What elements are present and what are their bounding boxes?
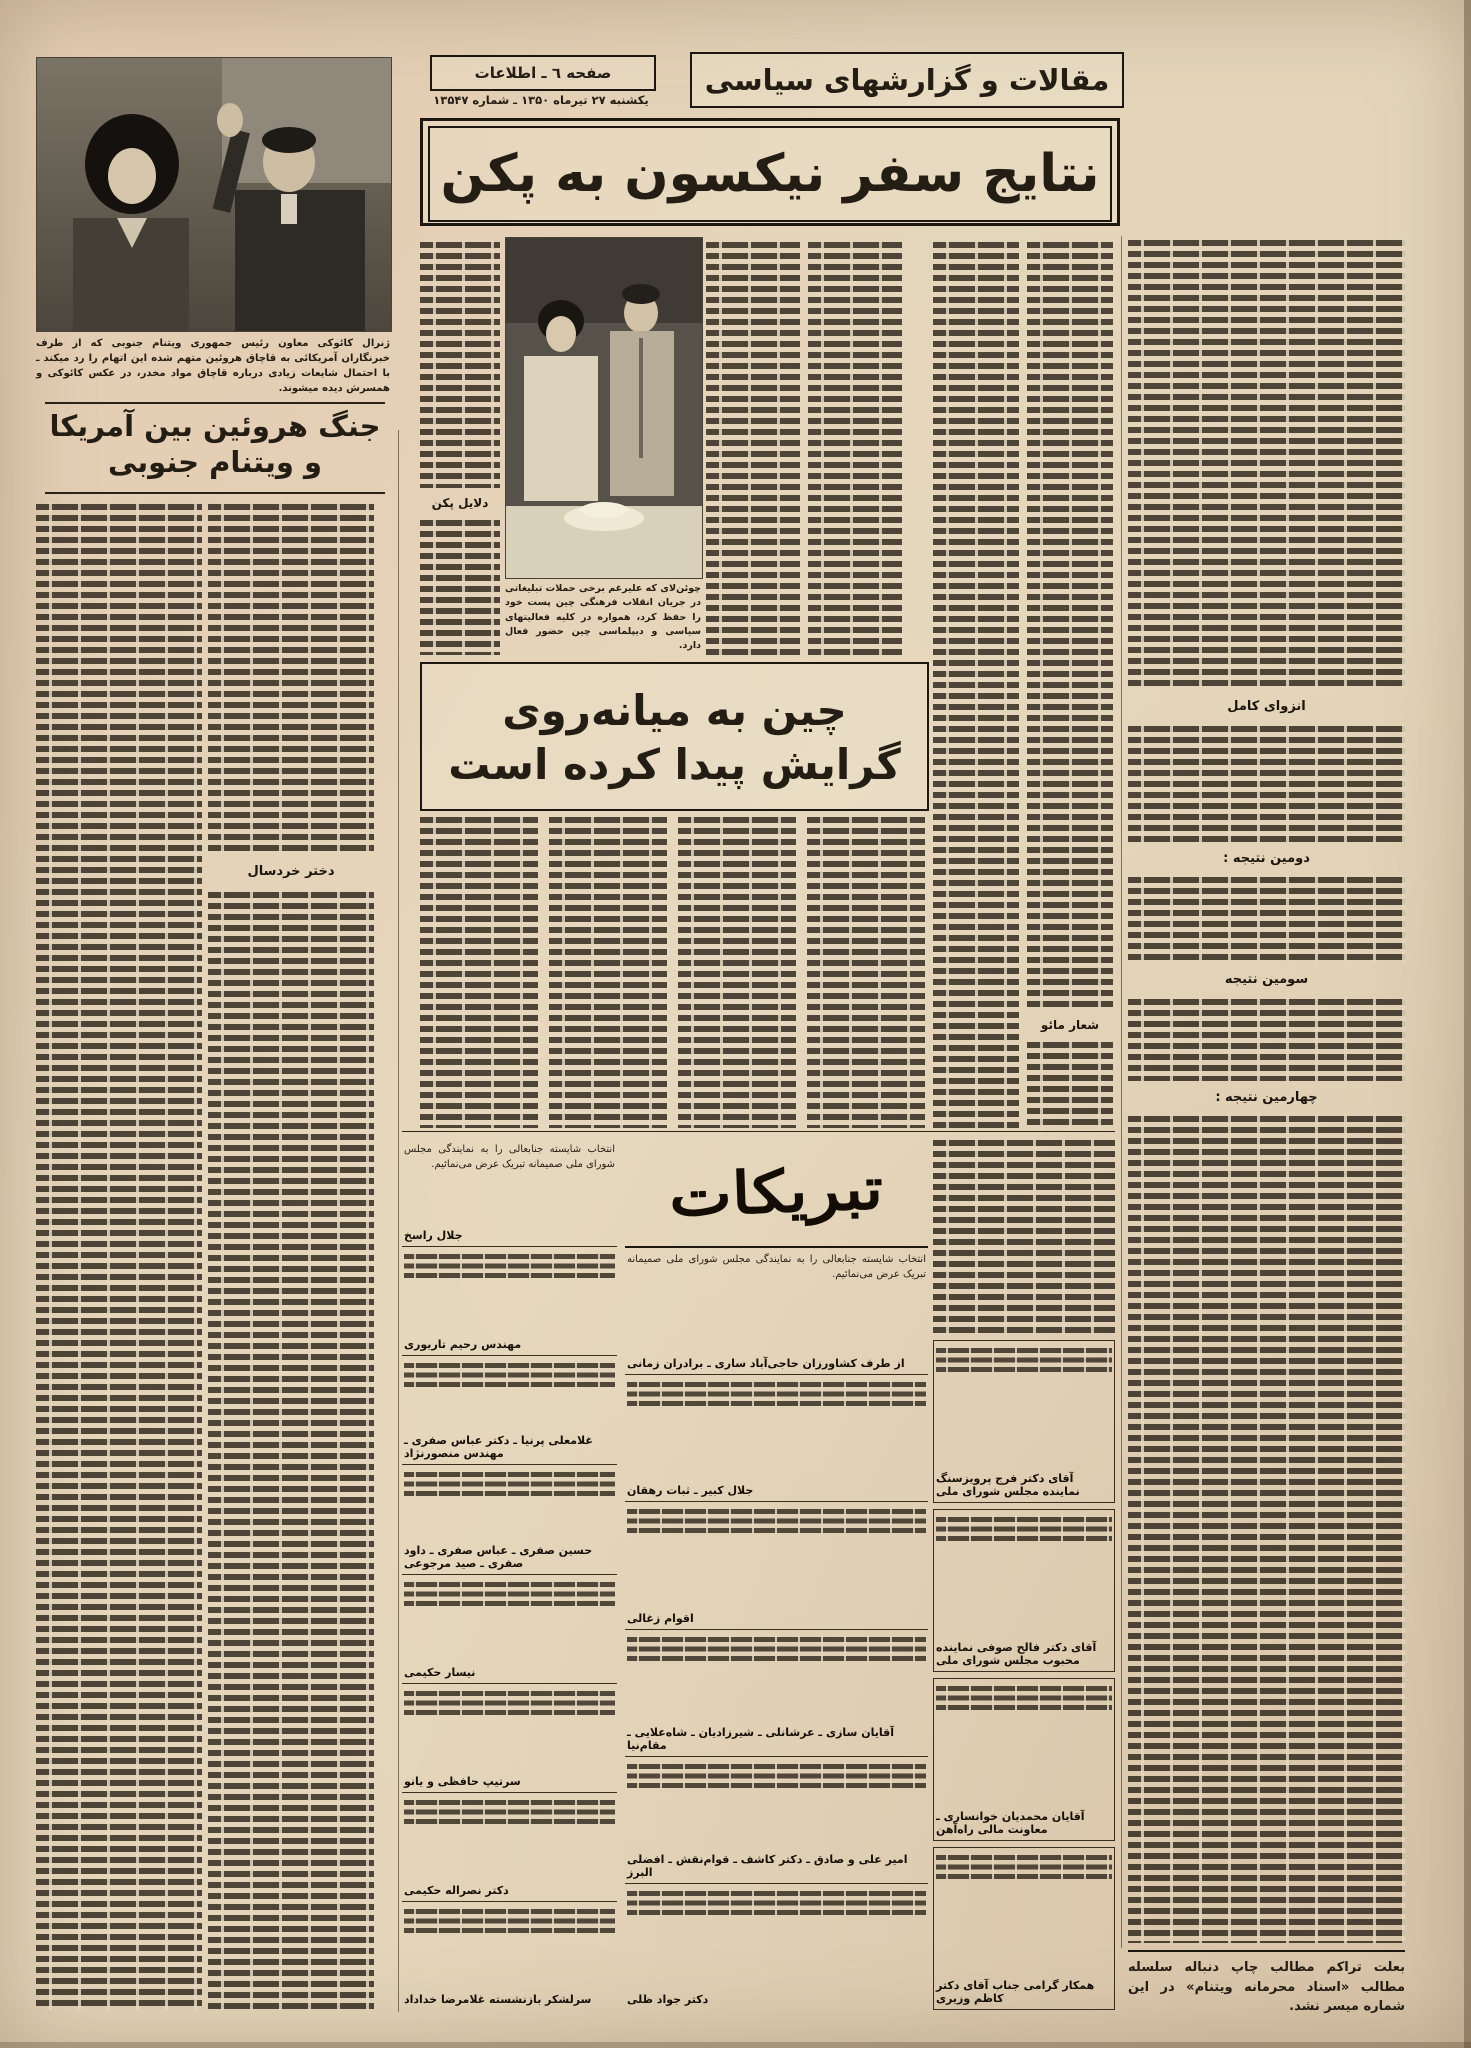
china-article-column-1: [420, 815, 538, 1128]
congrats-entry-name: سرلشکر بازنشسته غلامرضا خداداد: [404, 1993, 592, 2006]
text-block: [936, 1515, 1112, 1541]
photo-chou-en-lai: [505, 237, 703, 579]
footer-note: بعلت تراکم مطالب چاپ دنباله سلسله مطالب «اسناد محرمانه ویتنام» در این شماره میسر نشد.: [1128, 1950, 1405, 2010]
congrats-entry-name: آقایان سازی ـ عرشانلی ـ شیرزادیان ـ شاه‌علایی ـ مقام‌نیا: [627, 1725, 894, 1752]
left-article-column-2: [208, 502, 374, 2010]
congrats-entry-name: آقایان محمدیان خوانساری ـ معاونت مالی راه‌آهن: [936, 1810, 1085, 1836]
section-title-box: [690, 52, 1124, 108]
congrats-entry: [402, 1465, 617, 1574]
congrats-entry-name: دکتر نصراله حکیمی: [404, 1883, 509, 1897]
subhead-mao-slogan: شعار مائو: [1040, 1018, 1100, 1032]
text-block: [1027, 240, 1113, 1010]
text-block: [1128, 875, 1405, 963]
congrats-entry-name: آقای دکتر فالح صوفی نماینده محبوب مجلس شورای ملی: [936, 1641, 1097, 1667]
text-block: [208, 890, 374, 2010]
congrats-entry: [402, 1575, 617, 1684]
congrats-entry-name: امیر علی و صادق ـ دکتر کاشف ـ قوام‌نقش ـ افضلی البرز: [627, 1852, 908, 1879]
text-block: [1027, 1040, 1113, 1130]
congrats-column-right: [933, 1138, 1115, 2010]
text-block: [1128, 1114, 1405, 1943]
text-block: [404, 1580, 615, 1606]
column-divider: [398, 430, 399, 2012]
congrats-entry-name: غلامعلی پرنیا ـ دکتر عباس صفری ـ مهندس منصورنژاد: [404, 1434, 593, 1461]
china-article-column-2: [549, 815, 667, 1128]
congrats-title-block: [625, 1138, 928, 1248]
congrats-column-left: [402, 1138, 617, 2010]
rule-below-left-headline: [45, 492, 385, 494]
text-block: [36, 502, 202, 2010]
congrats-entry: [933, 1678, 1115, 1841]
main-article-column-d: [1027, 240, 1113, 1130]
subhead-peking-reasons: دلایل پکن: [431, 496, 489, 510]
date-line: یکشنبه ۲۷ تیرماه ۱۳۵۰ ـ شماره ۱۳۵۴۷: [433, 93, 649, 107]
photo-kao-ky-caption: ژنرال کائوکی معاون رئیس جمهوری ویتنام جنوبی که از طرف خبرنگاران آمریکائی به قاچاق هروئین متهم شده این اتهام را رد میکند ـ با احتمال شایعات زیادی درباره قاچاق مواد مخدر، در عکس کائوکی و همسرش دیده میشوند.: [36, 338, 390, 394]
center-headline-line2: گرایش پیدا کرده است: [448, 739, 901, 789]
text-block: [404, 1907, 615, 1933]
left-headline-line2: و ویتنام جنوبی: [107, 445, 323, 480]
text-block: [404, 1361, 615, 1387]
photo-chou-en-lai-image: [506, 238, 702, 578]
text-block: [1128, 238, 1405, 690]
congrats-entry-name: نیسار حکیمی: [404, 1665, 476, 1679]
congrats-entry-name: جلال کبیر ـ ثبات رهقان: [627, 1484, 754, 1498]
congrats-entry: [625, 1630, 928, 1757]
text-block: [936, 1684, 1112, 1710]
photo-kao-ky-image: [37, 58, 391, 331]
congrats-entry-name: همکار گرامی جناب آقای دکتر کاظم وزیری: [936, 1979, 1095, 2005]
congrats-entry: [933, 1340, 1115, 1503]
scan-edge: [1464, 0, 1471, 2048]
text-block: [627, 1380, 926, 1406]
rule-above-congrats: [402, 1131, 1115, 1132]
page-info-box: [430, 55, 656, 91]
left-headline: [45, 408, 385, 481]
text-block: [627, 1507, 926, 1533]
main-article-column-b: [808, 240, 902, 655]
text-block: [404, 1470, 615, 1496]
congrats-entry-name: دکتر جواد ظلی: [627, 1993, 709, 2007]
text-block: [1128, 997, 1405, 1081]
left-article-column-1: [36, 502, 202, 2010]
text-block: [404, 1252, 615, 1278]
congrats-entry: [402, 1902, 617, 2010]
congrats-entry-name: جلال راسخ: [404, 1229, 463, 1243]
text-block: [420, 240, 500, 488]
text-block: [933, 1138, 1115, 1334]
congrats-entry: [402, 1684, 617, 1793]
congrats-entry-name: حسین صفری ـ عباس صفری ـ داود صفری ـ صید مرجوعی: [404, 1543, 593, 1570]
congrats-entry: [625, 1757, 928, 1884]
photo-kao-ky: [36, 57, 392, 332]
congrats-entry-name: اقوام زغالی: [627, 1611, 694, 1625]
photo-chou-caption: چوئن‌لای که علیرغم برخی حملات تبلیغاتی در جریان انقلاب فرهنگی چین پست خود را حفظ کرد، همواره در کلیه فعالیتهای سیاسی و دیپلماسی چین حضور فعال دارد.: [505, 583, 701, 651]
left-headline-line1: جنگ هروئین بین آمریکا: [49, 409, 381, 443]
subhead-complete-isolation: انزوای کامل: [1227, 699, 1306, 714]
text-block: [627, 1889, 926, 1915]
congrats-entry: [625, 1884, 928, 2010]
center-headline-box: [420, 662, 929, 811]
congrats-entry-text: انتخاب شایسته جنابعالی را به نمایندگی مجلس شورای ملی صمیمانه تبریک عرض می‌نمائیم.: [627, 1254, 926, 1280]
congrats-entry: [933, 1509, 1115, 1672]
main-article-narrow-column: [420, 240, 500, 655]
text-block: [627, 1635, 926, 1661]
china-article-column-3: [678, 815, 796, 1128]
page-info: صفحه ٦ ـ اطلاعات: [474, 64, 612, 82]
main-article-column-c: [933, 240, 1019, 1130]
main-headline-box: [420, 118, 1120, 226]
congrats-entry-name: مهندس رحیم تاریوری: [404, 1338, 522, 1352]
congrats-entry-name: آقای دکتر فرج پرویزسنگ نماینده مجلس شورای ملی: [936, 1472, 1080, 1498]
congrats-entry-text: انتخاب شایسته جنابعالی را به نمایندگی مجلس شورای ملی صمیمانه تبریک عرض می‌نمائیم.: [404, 1144, 615, 1170]
congrats-entry-name: از طرف کشاورزان حاجی‌آباد ساری ـ برادران زمانی: [627, 1357, 905, 1371]
congrats-title: تبریکات: [668, 1154, 885, 1230]
text-block: [208, 502, 374, 854]
column-divider: [1121, 236, 1122, 1948]
congrats-column-middle: [625, 1138, 928, 2010]
text-block: [936, 1346, 1112, 1372]
congrats-entry: [625, 1375, 928, 1502]
subhead-third-result: سومین نتیجه: [1224, 972, 1309, 988]
congrats-entry: [625, 1502, 928, 1629]
subhead-fourth-result: چهارمین نتیجه :: [1215, 1089, 1318, 1105]
text-block: [1128, 724, 1405, 842]
china-article-column-4: [807, 815, 925, 1128]
congrats-entry: [402, 1138, 617, 1247]
main-headline: نتایج سفر نیکسون به پکن: [440, 144, 1100, 204]
text-block: [420, 518, 500, 655]
center-headline-line1: چین به میانه‌روی: [502, 685, 847, 735]
congrats-entry: [402, 1793, 617, 1902]
section-title: مقالات و گزارشهای سیاسی: [704, 63, 1110, 97]
text-block: [627, 1762, 926, 1788]
main-article-column-a: [706, 240, 800, 655]
text-block: [404, 1689, 615, 1715]
congrats-entry: [933, 1847, 1115, 2010]
congrats-entry-name: سرتیپ حافظی و یانو: [404, 1774, 521, 1788]
scan-edge: [0, 2042, 1471, 2048]
text-block: [936, 1853, 1112, 1879]
congrats-entry: [402, 1247, 617, 1356]
rule-above-left-headline: [45, 402, 385, 404]
text-block: [404, 1798, 615, 1824]
right-article-column: [1128, 238, 1405, 1943]
subhead-second-result: دومین نتیجه :: [1223, 850, 1310, 866]
subhead-girl: دختر خردسال: [247, 864, 335, 879]
congrats-entry: [402, 1356, 617, 1465]
congrats-entry: [625, 1248, 928, 1375]
